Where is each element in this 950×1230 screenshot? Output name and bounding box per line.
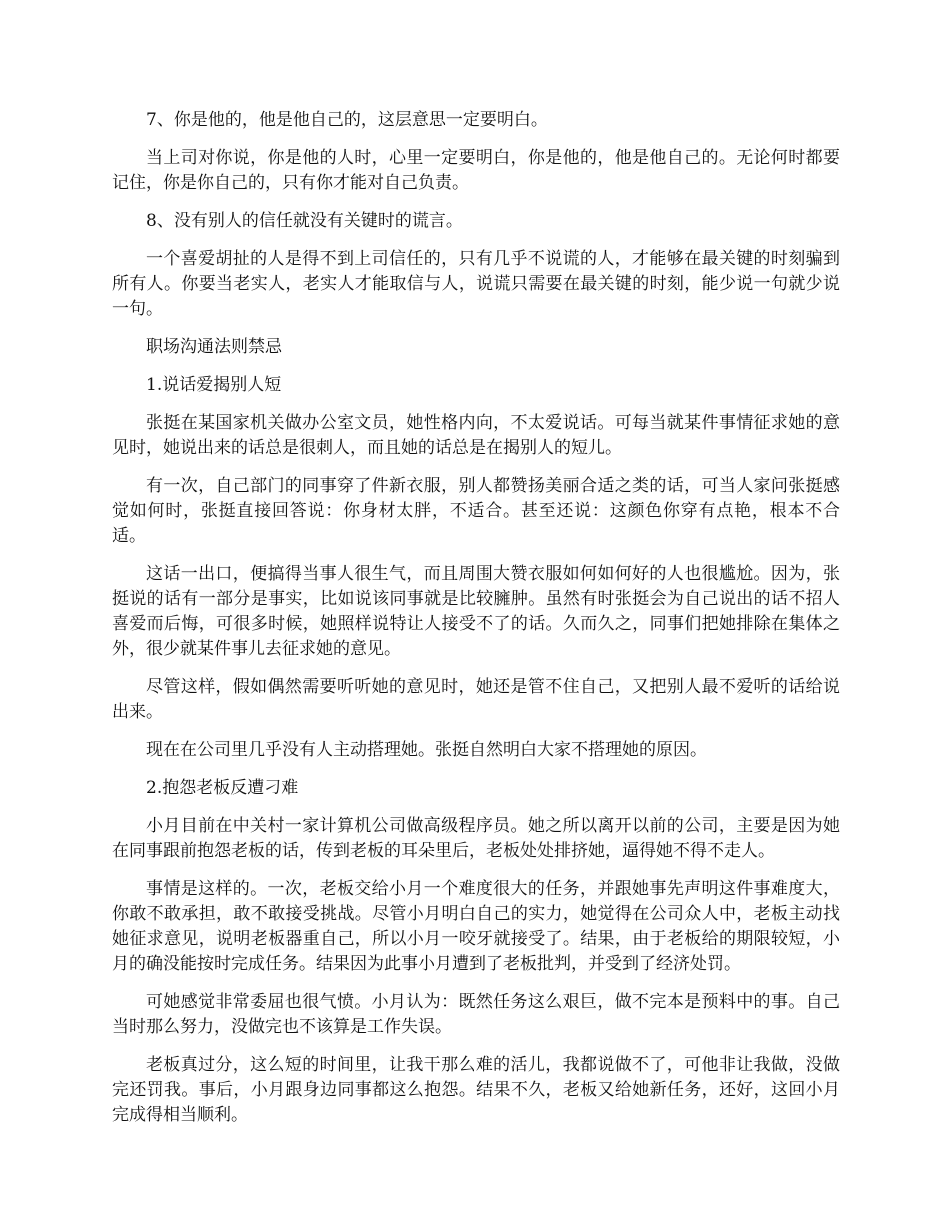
paragraph: 有一次，自己部门的同事穿了件新衣服，别人都赞扬美丽合适之类的话，可当人家问张挺感觉如何时，张挺直接回答说：你身材太胖，不适合。甚至还说：这颜色你穿有点艳，根本不合适。	[112, 476, 840, 546]
paragraph: 小月目前在中关村一家计算机公司做高级程序员。她之所以离开以前的公司，主要是因为她在同事跟前抱怨老板的话，传到老板的耳朵里后，老板处处排挤她，逼得她不得不走人。	[112, 816, 840, 861]
paragraph-point-8-body: 一个喜爱胡扯的人是得不到上司信任的，只有几乎不说谎的人，才能够在最关键的时刻骗到所有人。你要当老实人，老实人才能取信与人，说谎只需要在最关键的时刻，能少说一句就少说一句。	[112, 249, 840, 319]
subheading-1: 1.说话爱揭别人短	[146, 375, 282, 395]
document-body	[112, 108, 840, 1141]
subheading-2: 2.抱怨老板反遭刁难	[146, 778, 299, 798]
section-heading: 职场沟通法则禁忌	[146, 337, 282, 357]
paragraph: 尽管这样，假如偶然需要听听她的意见时，她还是管不住自己，又把别人最不爱听的话给说出来。	[112, 677, 840, 722]
paragraph: 这话一出口，便搞得当事人很生气，而且周围大赞衣服如何如何好的人也很尴尬。因为，张挺说的话有一部分是事实，比如说该同事就是比较臃肿。虽然有时张挺会为自己说出的话不招人喜爱而后悔，可很多时候，她照样说特让人接受不了的话。久而久之，同事们把她排除在集体之外，很少就某件事儿去征求她的意见。	[112, 564, 840, 659]
paragraph: 张挺在某国家机关做办公室文员，她性格内向，不太爱说话。可每当就某件事情征求她的意见时，她说出来的话总是很刺人，而且她的话总是在揭别人的短儿。	[112, 413, 840, 458]
paragraph: 可她感觉非常委屈也很气愤。小月认为：既然任务这么艰巨，做不完本是预料中的事。自己当时那么努力，没做完也不该算是工作失误。	[112, 992, 840, 1037]
paragraph-point-8: 8、没有别人的信任就没有关键时的谎言。	[146, 211, 463, 231]
paragraph: 现在在公司里几乎没有人主动搭理她。张挺自然明白大家不搭理她的原因。	[146, 740, 707, 760]
paragraph-point-7: 7、你是他的，他是他自己的，这层意思一定要明白。	[146, 110, 548, 130]
paragraph: 老板真过分，这么短的时间里，让我干那么难的活儿，我都说做不了，可他非让我做，没做完还罚我。事后，小月跟身边同事都这么抱怨。结果不久，老板又给她新任务，还好，这回小月完成得相当顺利。	[112, 1055, 840, 1125]
paragraph-point-7-body: 当上司对你说，你是他的人时，心里一定要明白，你是他的，他是他自己的。无论何时都要记住，你是你自己的，只有你才能对自己负责。	[112, 148, 840, 193]
paragraph: 事情是这样的。一次，老板交给小月一个难度很大的任务，并跟她事先声明这件事难度大，你敢不敢承担，敢不敢接受挑战。尽管小月明白自己的实力，她觉得在公司众人中，老板主动找她征求意见，说明老板器重自己，所以小月一咬牙就接受了。结果，由于老板给的期限较短，小月的确没能按时完成任务。结果因为此事小月遭到了老板批判，并受到了经济处罚。	[112, 879, 840, 974]
